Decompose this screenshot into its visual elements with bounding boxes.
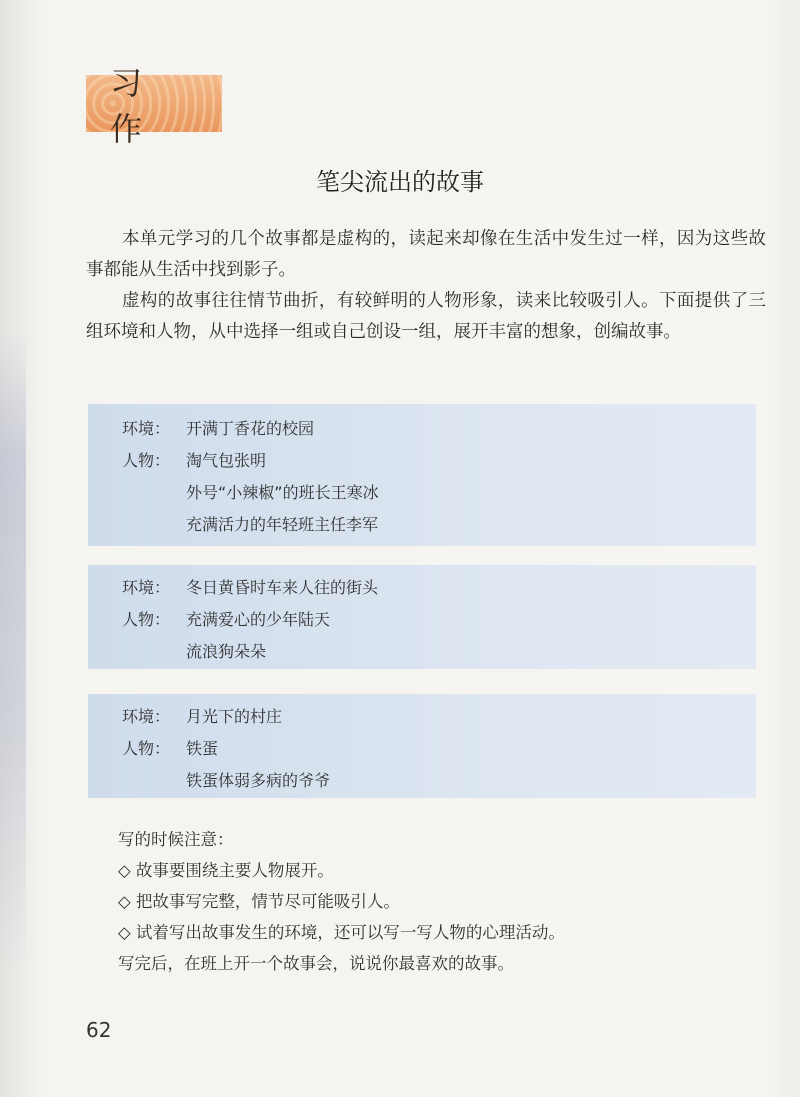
- person: 充满爱心的少年陆天: [186, 610, 331, 629]
- notes-heading: 写的时候注意：: [118, 830, 234, 849]
- section-badge-label: 习 作: [110, 63, 167, 148]
- person: 流浪狗朵朵: [186, 642, 267, 661]
- closing-text: 写完后，在班上开一个故事会，说说你最喜欢的故事。: [118, 954, 514, 973]
- person: 铁蛋: [186, 739, 219, 758]
- person: 铁蛋体弱多病的爷爷: [186, 771, 331, 790]
- note-item: ◇ 故事要围绕主要人物展开。: [118, 861, 334, 880]
- person: 外号“小辣椒”的班长王寒冰: [186, 483, 379, 502]
- env-value: 月光下的村庄: [186, 707, 283, 726]
- env-label: 环境：: [122, 419, 171, 438]
- section-badge: [86, 63, 222, 148]
- env-value: 开满丁香花的校园: [186, 419, 315, 438]
- env-label: 环境：: [122, 578, 171, 597]
- person: 充满活力的年轻班主任李军: [186, 515, 379, 534]
- people-label: 人物：: [122, 739, 171, 758]
- page-edge-strip: [0, 330, 26, 980]
- people-label: 人物：: [122, 451, 171, 470]
- intro-paragraph-1: 本单元学习的几个故事都是虚构的，读起来却像在生活中发生过一样，因为这些故事都能从生活中找到影子。: [86, 229, 766, 280]
- note-item: ◇ 试着写出故事发生的环境，还可以写一写人物的心理活动。: [118, 923, 565, 942]
- scenario-box-1: [88, 404, 756, 546]
- env-label: 环境：: [122, 707, 171, 726]
- people-label: 人物：: [122, 610, 171, 629]
- page-title: 笔尖流出的故事: [316, 168, 484, 196]
- scenario-box-3: [88, 694, 756, 798]
- scenario-box-2: [88, 565, 756, 669]
- person: 淘气包张明: [186, 451, 267, 470]
- page-number: 62: [86, 1018, 112, 1042]
- note-item: ◇ 把故事写完整，情节尽可能吸引人。: [118, 892, 400, 911]
- env-value: 冬日黄昏时车来人往的街头: [186, 578, 379, 597]
- intro-paragraph-2: 虚构的故事往往情节曲折，有较鲜明的人物形象，读来比较吸引人。下面提供了三组环境和人物，从中选择一组或自己创设一组，展开丰富的想象，创编故事。: [86, 291, 766, 342]
